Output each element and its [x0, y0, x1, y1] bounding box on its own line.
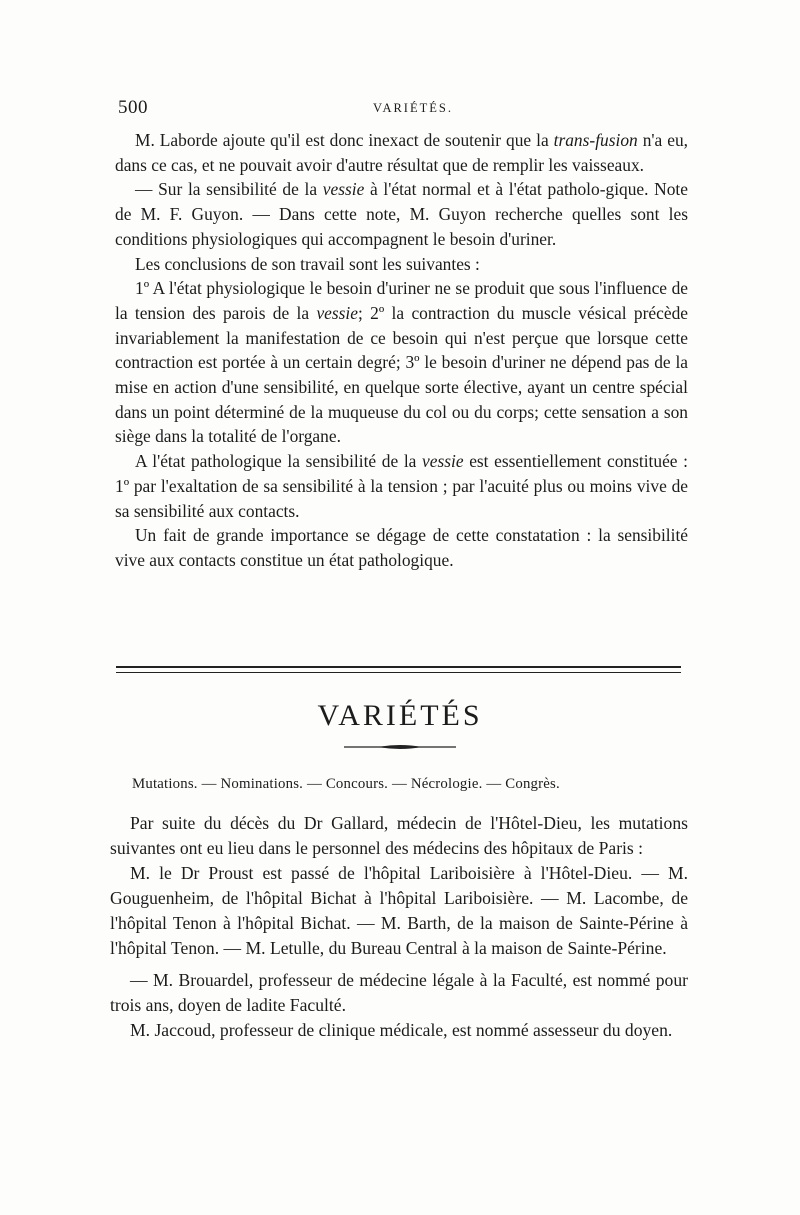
paragraph: — M. Brouardel, professeur de médecine légale à la Faculté, est nommé pour trois ans, doyen de ladite Faculté.: [110, 970, 688, 1016]
paragraph: Un fait de grande importance se dégage de cette constatation : la sensibilité vive aux contacts constitue un état pathologique.: [115, 525, 688, 570]
paragraph: M. Jaccoud, professeur de clinique médicale, est nommé assesseur du doyen.: [130, 1020, 673, 1041]
section-subheading: Mutations. — Nominations. — Concours. — Nécrologie. — Congrès.: [132, 776, 560, 792]
paragraph: 1º A l'état physiologique le besoin d'uriner ne se produit que sous l'influence de la tension des parois de la vessie; 2º la contraction du muscle vésical précède invariablement la manifestation de ce besoin qui n'est perçue que lorsque cette contraction est portée à un certain degré; 3º le besoin d'uriner ne dépend pas de la mise en action d'une sensibilité, en quelque sorte élective, ayant un centre spécial dans un point déterminé de la muqueuse du col ou du corps; cette sensation a son siège dans la totalité de l'organe.: [115, 278, 688, 447]
section-title: VARIÉTÉS: [317, 699, 483, 732]
section-varietes: [110, 811, 688, 1043]
paragraph: M. Laborde ajoute qu'il est donc inexact de soutenir que la trans-fusion n'a eu, dans ce cas, et ne pouvait avoir d'autre résultat que de remplir les vaisseaux.: [115, 130, 688, 175]
paragraph: — Sur la sensibilité de la vessie à l'état normal et à l'état patholo-gique. Note de M. F. Guyon. — Dans cette note, M. Guyon recherche quelles sont les conditions physiologiques qui accompagnent le besoin d'uriner.: [115, 179, 688, 249]
page-number: 500: [118, 97, 148, 118]
paragraph: Les conclusions de son travail sont les suivantes :: [135, 253, 480, 274]
section-academie-notes: [115, 128, 688, 573]
rule-thick: [116, 666, 681, 668]
paragraph: A l'état pathologique la sensibilité de la vessie est essentiellement constituée : 1º par l'exaltation de sa sensibilité à la tension ; par l'acuité plus ou moins vive de sa sensibilité aux contacts.: [115, 451, 688, 521]
paragraph: M. le Dr Proust est passé de l'hôpital Lariboisière à l'Hôtel-Dieu. — M. Gouguenheim, de l'hôpital Bichat à l'hôpital Lariboisière. — M. Lacombe, de l'hôpital Tenon à l'hôpital Bichat. — M. Barth, de la maison de Sainte-Périne à l'hôpital Tenon. — M. Letulle, du Bureau Central à la maison de Sainte-Périne.: [110, 862, 688, 958]
paragraph: Par suite du décès du Dr Gallard, médecin de l'Hôtel-Dieu, les mutations suivantes ont eu lieu dans le personnel des médecins des hôpitaux de Paris :: [110, 813, 688, 858]
rule-thin: [116, 672, 681, 673]
page-header: [118, 97, 688, 121]
running-head: VARIÉTÉS.: [373, 101, 453, 115]
ornament-dash-icon: [344, 742, 456, 752]
double-rule-divider: [116, 664, 681, 678]
